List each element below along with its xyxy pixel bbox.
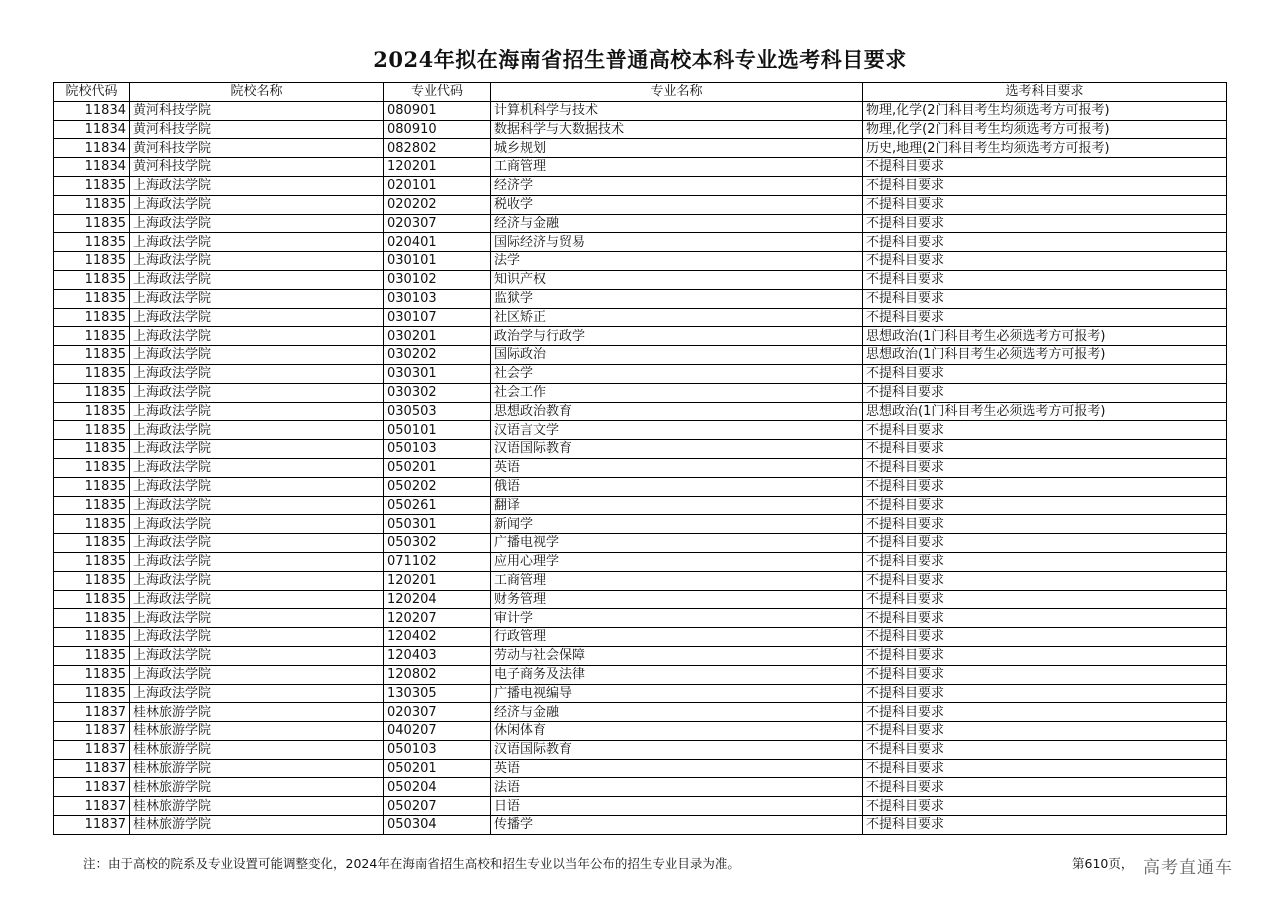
- table-row: [54, 740, 1227, 759]
- school-name-cell: 上海政法学院: [130, 496, 384, 515]
- school-name-cell: 上海政法学院: [130, 270, 384, 289]
- subject-requirement-cell: 不提科目要求: [863, 797, 1227, 816]
- subject-requirement-cell: 不提科目要求: [863, 571, 1227, 590]
- major-code-cell: 030102: [384, 270, 491, 289]
- major-code-cell: 120204: [384, 590, 491, 609]
- table-row: [54, 421, 1227, 440]
- school-name-cell: 上海政法学院: [130, 308, 384, 327]
- school-name-cell: 上海政法学院: [130, 195, 384, 214]
- subject-requirement-cell: 思想政治(1门科目考生必须选考方可报考): [863, 346, 1227, 365]
- major-name-cell: 经济学: [491, 176, 863, 195]
- school-code-cell: 11835: [54, 346, 130, 365]
- school-name-cell: 黄河科技学院: [130, 101, 384, 120]
- school-code-cell: 11835: [54, 270, 130, 289]
- school-name-cell: 桂林旅游学院: [130, 722, 384, 741]
- major-code-cell: 120207: [384, 609, 491, 628]
- major-name-cell: 应用心理学: [491, 552, 863, 571]
- table-row: [54, 628, 1227, 647]
- major-code-cell: 071102: [384, 552, 491, 571]
- major-code-cell: 080910: [384, 120, 491, 139]
- school-name-cell: 桂林旅游学院: [130, 816, 384, 835]
- school-code-cell: 11834: [54, 101, 130, 120]
- subject-requirement-cell: 不提科目要求: [863, 383, 1227, 402]
- table-row: [54, 383, 1227, 402]
- school-code-cell: 11835: [54, 571, 130, 590]
- school-code-cell: 11835: [54, 628, 130, 647]
- major-name-cell: 社会工作: [491, 383, 863, 402]
- major-code-cell: 020307: [384, 214, 491, 233]
- subject-requirement-cell: 不提科目要求: [863, 552, 1227, 571]
- school-code-cell: 11835: [54, 327, 130, 346]
- school-name-cell: 上海政法学院: [130, 252, 384, 271]
- school-code-cell: 11837: [54, 740, 130, 759]
- major-code-cell: 030202: [384, 346, 491, 365]
- subject-requirement-cell: 不提科目要求: [863, 458, 1227, 477]
- school-name-cell: 上海政法学院: [130, 233, 384, 252]
- major-name-cell: 监狱学: [491, 289, 863, 308]
- school-name-cell: 上海政法学院: [130, 571, 384, 590]
- major-name-cell: 财务管理: [491, 590, 863, 609]
- table-row: [54, 665, 1227, 684]
- school-code-cell: 11835: [54, 458, 130, 477]
- table-row: [54, 590, 1227, 609]
- table-row: [54, 477, 1227, 496]
- subject-requirement-cell: 不提科目要求: [863, 816, 1227, 835]
- school-name-cell: 上海政法学院: [130, 646, 384, 665]
- major-name-cell: 计算机科学与技术: [491, 101, 863, 120]
- subject-requirement-cell: 不提科目要求: [863, 176, 1227, 195]
- school-code-cell: 11835: [54, 684, 130, 703]
- major-name-cell: 新闻学: [491, 515, 863, 534]
- major-name-cell: 经济与金融: [491, 214, 863, 233]
- subject-requirement-cell: 不提科目要求: [863, 252, 1227, 271]
- major-code-cell: 030503: [384, 402, 491, 421]
- school-name-cell: 上海政法学院: [130, 590, 384, 609]
- school-code-cell: 11837: [54, 703, 130, 722]
- table-row: [54, 252, 1227, 271]
- major-name-cell: 经济与金融: [491, 703, 863, 722]
- major-name-cell: 工商管理: [491, 571, 863, 590]
- table-row: [54, 496, 1227, 515]
- subject-requirement-cell: 不提科目要求: [863, 609, 1227, 628]
- table-row: [54, 571, 1227, 590]
- school-code-cell: 11835: [54, 665, 130, 684]
- school-code-cell: 11835: [54, 289, 130, 308]
- subject-requirement-cell: 思想政治(1门科目考生必须选考方可报考): [863, 402, 1227, 421]
- school-name-cell: 桂林旅游学院: [130, 703, 384, 722]
- major-code-cell: 082802: [384, 139, 491, 158]
- school-code-cell: 11835: [54, 383, 130, 402]
- school-code-cell: 11834: [54, 120, 130, 139]
- school-code-cell: 11835: [54, 477, 130, 496]
- header-school-name: 院校名称: [130, 83, 384, 102]
- subject-requirement-cell: 不提科目要求: [863, 195, 1227, 214]
- subject-requirement-cell: 不提科目要求: [863, 496, 1227, 515]
- school-code-cell: 11835: [54, 364, 130, 383]
- major-name-cell: 英语: [491, 759, 863, 778]
- subject-requirement-cell: 不提科目要求: [863, 778, 1227, 797]
- major-name-cell: 税收学: [491, 195, 863, 214]
- table-row: [54, 534, 1227, 553]
- school-code-cell: 11835: [54, 496, 130, 515]
- school-code-cell: 11835: [54, 534, 130, 553]
- major-code-cell: 050204: [384, 778, 491, 797]
- school-code-cell: 11835: [54, 252, 130, 271]
- subject-requirement-cell: 不提科目要求: [863, 308, 1227, 327]
- subject-requirement-cell: 不提科目要求: [863, 740, 1227, 759]
- subject-requirement-cell: 不提科目要求: [863, 289, 1227, 308]
- major-code-cell: 030101: [384, 252, 491, 271]
- subject-requirement-cell: 不提科目要求: [863, 440, 1227, 459]
- school-code-cell: 11837: [54, 816, 130, 835]
- major-name-cell: 电子商务及法律: [491, 665, 863, 684]
- major-code-cell: 050301: [384, 515, 491, 534]
- table-row: [54, 440, 1227, 459]
- table-row: [54, 684, 1227, 703]
- header-subject-requirement: 选考科目要求: [863, 83, 1227, 102]
- table-row: [54, 722, 1227, 741]
- school-name-cell: 上海政法学院: [130, 289, 384, 308]
- major-code-cell: 120201: [384, 158, 491, 177]
- major-name-cell: 翻译: [491, 496, 863, 515]
- major-code-cell: 050302: [384, 534, 491, 553]
- school-code-cell: 11837: [54, 778, 130, 797]
- subject-requirement-cell: 不提科目要求: [863, 590, 1227, 609]
- major-code-cell: 020307: [384, 703, 491, 722]
- school-name-cell: 上海政法学院: [130, 515, 384, 534]
- school-name-cell: 桂林旅游学院: [130, 797, 384, 816]
- major-name-cell: 法语: [491, 778, 863, 797]
- table-row: [54, 778, 1227, 797]
- school-name-cell: 桂林旅游学院: [130, 740, 384, 759]
- school-code-cell: 11835: [54, 552, 130, 571]
- table-row: [54, 609, 1227, 628]
- major-code-cell: 120802: [384, 665, 491, 684]
- table-row: [54, 458, 1227, 477]
- major-name-cell: 社会学: [491, 364, 863, 383]
- major-name-cell: 数据科学与大数据技术: [491, 120, 863, 139]
- header-major-name: 专业名称: [491, 83, 863, 102]
- school-code-cell: 11837: [54, 759, 130, 778]
- major-name-cell: 政治学与行政学: [491, 327, 863, 346]
- major-name-cell: 汉语国际教育: [491, 440, 863, 459]
- table-row: [54, 233, 1227, 252]
- subject-requirement-cell: 物理,化学(2门科目考生均须选考方可报考): [863, 120, 1227, 139]
- subject-requirement-cell: 不提科目要求: [863, 684, 1227, 703]
- major-code-cell: 050201: [384, 759, 491, 778]
- school-code-cell: 11835: [54, 402, 130, 421]
- major-code-cell: 030301: [384, 364, 491, 383]
- major-code-cell: 020202: [384, 195, 491, 214]
- school-name-cell: 上海政法学院: [130, 534, 384, 553]
- school-name-cell: 上海政法学院: [130, 214, 384, 233]
- major-code-cell: 030107: [384, 308, 491, 327]
- school-code-cell: 11835: [54, 440, 130, 459]
- school-name-cell: 上海政法学院: [130, 421, 384, 440]
- school-name-cell: 上海政法学院: [130, 402, 384, 421]
- major-name-cell: 国际政治: [491, 346, 863, 365]
- table-row: [54, 759, 1227, 778]
- subject-requirement-cell: 不提科目要求: [863, 477, 1227, 496]
- major-code-cell: 050103: [384, 740, 491, 759]
- table-row: [54, 270, 1227, 289]
- table-row: [54, 646, 1227, 665]
- table-row: [54, 195, 1227, 214]
- major-name-cell: 审计学: [491, 609, 863, 628]
- school-name-cell: 上海政法学院: [130, 665, 384, 684]
- school-code-cell: 11835: [54, 308, 130, 327]
- major-name-cell: 法学: [491, 252, 863, 271]
- major-name-cell: 行政管理: [491, 628, 863, 647]
- table-row: [54, 308, 1227, 327]
- major-name-cell: 广播电视学: [491, 534, 863, 553]
- major-name-cell: 广播电视编导: [491, 684, 863, 703]
- school-code-cell: 11835: [54, 233, 130, 252]
- school-code-cell: 11834: [54, 158, 130, 177]
- table-row: [54, 797, 1227, 816]
- table-row: [54, 176, 1227, 195]
- major-code-cell: 050201: [384, 458, 491, 477]
- major-code-cell: 120403: [384, 646, 491, 665]
- major-code-cell: 030302: [384, 383, 491, 402]
- table-row: [54, 402, 1227, 421]
- school-name-cell: 上海政法学院: [130, 364, 384, 383]
- header-school-code: 院校代码: [54, 83, 130, 102]
- table-row: [54, 552, 1227, 571]
- school-code-cell: 11834: [54, 139, 130, 158]
- subject-requirement-cell: 物理,化学(2门科目考生均须选考方可报考): [863, 101, 1227, 120]
- major-code-cell: 120402: [384, 628, 491, 647]
- table-row: [54, 139, 1227, 158]
- subject-requirement-cell: 不提科目要求: [863, 364, 1227, 383]
- subject-requirement-cell: 不提科目要求: [863, 665, 1227, 684]
- major-name-cell: 思想政治教育: [491, 402, 863, 421]
- table-row: [54, 515, 1227, 534]
- major-code-cell: 050261: [384, 496, 491, 515]
- table-row: [54, 364, 1227, 383]
- watermark-text: 高考直通车: [1143, 858, 1233, 878]
- page-number: 第610页，: [1072, 856, 1134, 871]
- major-name-cell: 汉语国际教育: [491, 740, 863, 759]
- school-code-cell: 11835: [54, 195, 130, 214]
- major-name-cell: 劳动与社会保障: [491, 646, 863, 665]
- major-name-cell: 传播学: [491, 816, 863, 835]
- table-header-row: [54, 83, 1227, 102]
- subject-requirement-cell: 不提科目要求: [863, 421, 1227, 440]
- school-name-cell: 黄河科技学院: [130, 158, 384, 177]
- major-code-cell: 020101: [384, 176, 491, 195]
- school-code-cell: 11835: [54, 515, 130, 534]
- major-code-cell: 050101: [384, 421, 491, 440]
- table-row: [54, 158, 1227, 177]
- school-code-cell: 11835: [54, 609, 130, 628]
- school-name-cell: 上海政法学院: [130, 346, 384, 365]
- major-name-cell: 知识产权: [491, 270, 863, 289]
- footer-note: 注：由于高校的院系及专业设置可能调整变化，2024年在海南省招生高校和招生专业以当年公布的招生专业目录为准。: [83, 856, 740, 871]
- table-row: [54, 816, 1227, 835]
- major-name-cell: 城乡规划: [491, 139, 863, 158]
- table-row: [54, 703, 1227, 722]
- school-code-cell: 11835: [54, 590, 130, 609]
- subject-requirement-cell: 不提科目要求: [863, 158, 1227, 177]
- table-row: [54, 327, 1227, 346]
- subject-requirement-cell: 不提科目要求: [863, 515, 1227, 534]
- major-code-cell: 130305: [384, 684, 491, 703]
- major-name-cell: 日语: [491, 797, 863, 816]
- school-code-cell: 11835: [54, 421, 130, 440]
- table-row: [54, 346, 1227, 365]
- school-name-cell: 黄河科技学院: [130, 120, 384, 139]
- subject-requirement-cell: 不提科目要求: [863, 233, 1227, 252]
- subject-requirement-cell: 思想政治(1门科目考生必须选考方可报考): [863, 327, 1227, 346]
- header-major-code: 专业代码: [384, 83, 491, 102]
- school-name-cell: 上海政法学院: [130, 327, 384, 346]
- table-row: [54, 214, 1227, 233]
- school-name-cell: 桂林旅游学院: [130, 759, 384, 778]
- major-code-cell: 040207: [384, 722, 491, 741]
- major-name-cell: 汉语言文学: [491, 421, 863, 440]
- table-body: [54, 101, 1227, 834]
- school-code-cell: 11835: [54, 646, 130, 665]
- subject-requirement-cell: 不提科目要求: [863, 534, 1227, 553]
- school-name-cell: 上海政法学院: [130, 628, 384, 647]
- major-code-cell: 030201: [384, 327, 491, 346]
- requirements-table: [53, 82, 1227, 835]
- school-name-cell: 上海政法学院: [130, 552, 384, 571]
- major-name-cell: 社区矫正: [491, 308, 863, 327]
- major-code-cell: 050304: [384, 816, 491, 835]
- major-name-cell: 英语: [491, 458, 863, 477]
- school-name-cell: 上海政法学院: [130, 684, 384, 703]
- subject-requirement-cell: 不提科目要求: [863, 214, 1227, 233]
- major-code-cell: 120201: [384, 571, 491, 590]
- table-row: [54, 101, 1227, 120]
- table-row: [54, 289, 1227, 308]
- school-name-cell: 上海政法学院: [130, 440, 384, 459]
- subject-requirement-cell: 不提科目要求: [863, 759, 1227, 778]
- major-name-cell: 休闲体育: [491, 722, 863, 741]
- major-code-cell: 020401: [384, 233, 491, 252]
- major-code-cell: 030103: [384, 289, 491, 308]
- school-name-cell: 上海政法学院: [130, 477, 384, 496]
- school-name-cell: 上海政法学院: [130, 176, 384, 195]
- major-name-cell: 俄语: [491, 477, 863, 496]
- major-code-cell: 050103: [384, 440, 491, 459]
- subject-requirement-cell: 不提科目要求: [863, 646, 1227, 665]
- major-code-cell: 050202: [384, 477, 491, 496]
- school-code-cell: 11837: [54, 797, 130, 816]
- school-code-cell: 11837: [54, 722, 130, 741]
- school-name-cell: 上海政法学院: [130, 458, 384, 477]
- school-name-cell: 黄河科技学院: [130, 139, 384, 158]
- school-name-cell: 上海政法学院: [130, 609, 384, 628]
- subject-requirement-cell: 不提科目要求: [863, 703, 1227, 722]
- subject-requirement-cell: 不提科目要求: [863, 628, 1227, 647]
- major-code-cell: 050207: [384, 797, 491, 816]
- school-code-cell: 11835: [54, 176, 130, 195]
- major-code-cell: 080901: [384, 101, 491, 120]
- school-name-cell: 桂林旅游学院: [130, 778, 384, 797]
- subject-requirement-cell: 历史,地理(2门科目考生均须选考方可报考): [863, 139, 1227, 158]
- school-name-cell: 上海政法学院: [130, 383, 384, 402]
- subject-requirement-cell: 不提科目要求: [863, 722, 1227, 741]
- table-row: [54, 120, 1227, 139]
- subject-requirement-cell: 不提科目要求: [863, 270, 1227, 289]
- major-name-cell: 国际经济与贸易: [491, 233, 863, 252]
- page-title: 2024年拟在海南省招生普通高校本科专业选考科目要求: [373, 47, 907, 72]
- school-code-cell: 11835: [54, 214, 130, 233]
- major-name-cell: 工商管理: [491, 158, 863, 177]
